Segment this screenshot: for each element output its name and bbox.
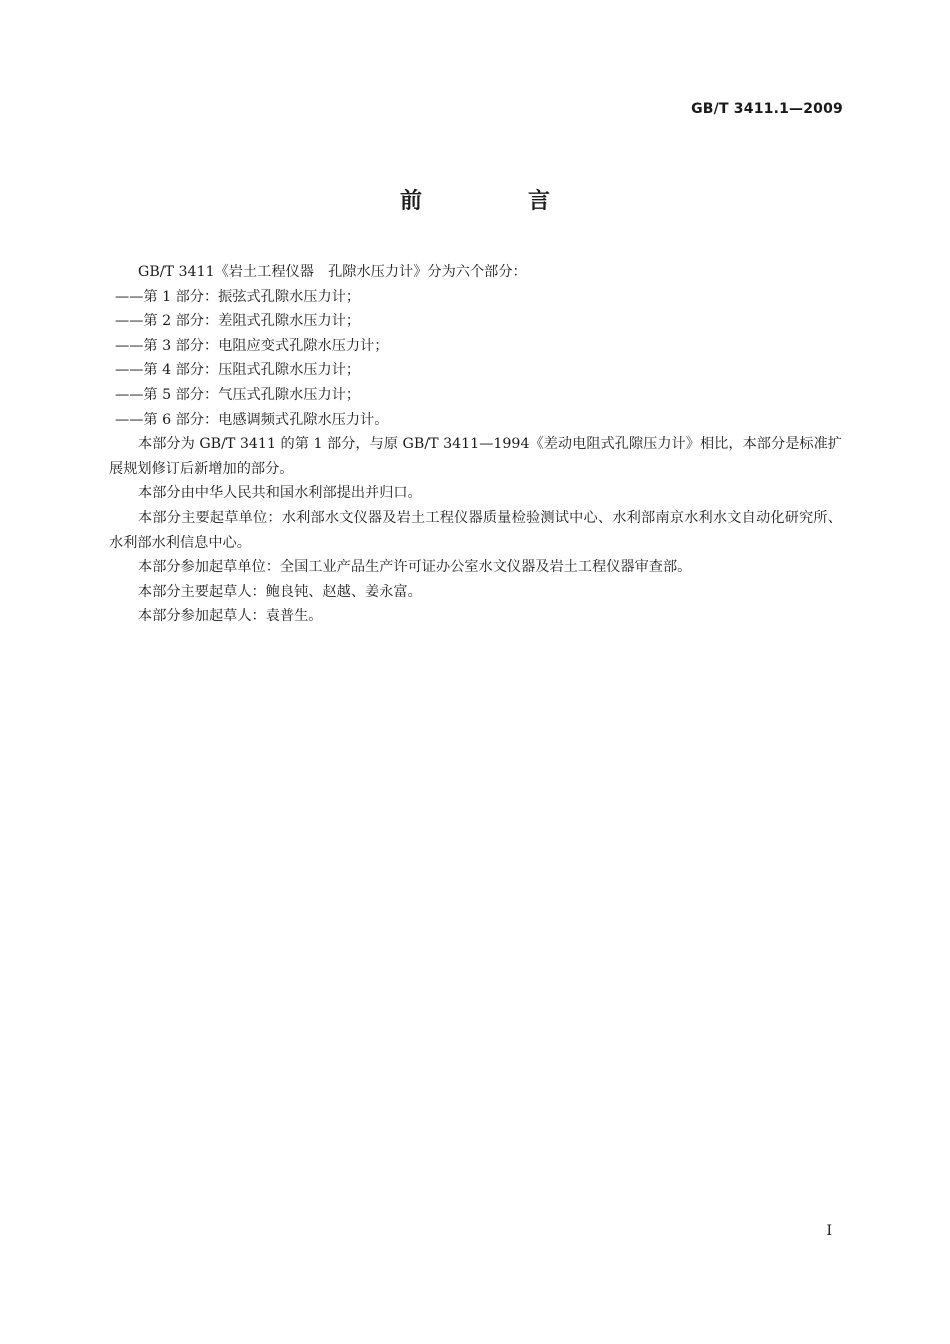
participating-units-paragraph: 本部分参加起草单位：全国工业产品生产许可证办公室水文仪器及岩土工程仪器审查部。 [138,559,692,576]
standard-number: GB/T 3411.1—2009 [691,101,843,117]
foreword-body [109,260,842,629]
proposer-paragraph: 本部分由中华人民共和国水利部提出并归口。 [138,485,422,502]
page-title: 前 言 [399,189,592,214]
main-drafting-units-paragraph: 本部分主要起草单位：水利部水文仪器及岩土工程仪器质量检验测试中心、水利部南京水利水文自动化研究所、水利部水利信息中心。 [109,509,842,551]
part-list-item: ——第 4 部分：压阻式孔隙水压力计； [115,362,361,379]
relation-paragraph: 本部分为 GB/T 3411 的第 1 部分，与原 GB/T 3411—1994《差动电阻式孔隙压力计》相比，本部分是标准扩展规划修订后新增加的部分。 [109,436,842,477]
intro-paragraph: GB/T 3411《岩土工程仪器 孔隙水压力计》分为六个部分： [138,264,527,280]
part-list-item: ——第 5 部分：气压式孔隙水压力计； [115,386,361,403]
page-number: I [826,1223,832,1239]
participating-drafters-paragraph: 本部分参加起草人：袁普生。 [138,608,323,625]
part-list-item: ——第 6 部分：电感调频式孔隙水压力计。 [115,411,389,428]
part-list-item: ——第 1 部分：振弦式孔隙水压力计； [115,288,361,305]
part-list-item: ——第 3 部分：电阻应变式孔隙水压力计； [115,337,389,354]
part-list-item: ——第 2 部分：差阻式孔隙水压力计； [115,313,361,330]
main-drafters-paragraph: 本部分主要起草人：鲍良钝、赵越、姜永富。 [138,583,422,600]
